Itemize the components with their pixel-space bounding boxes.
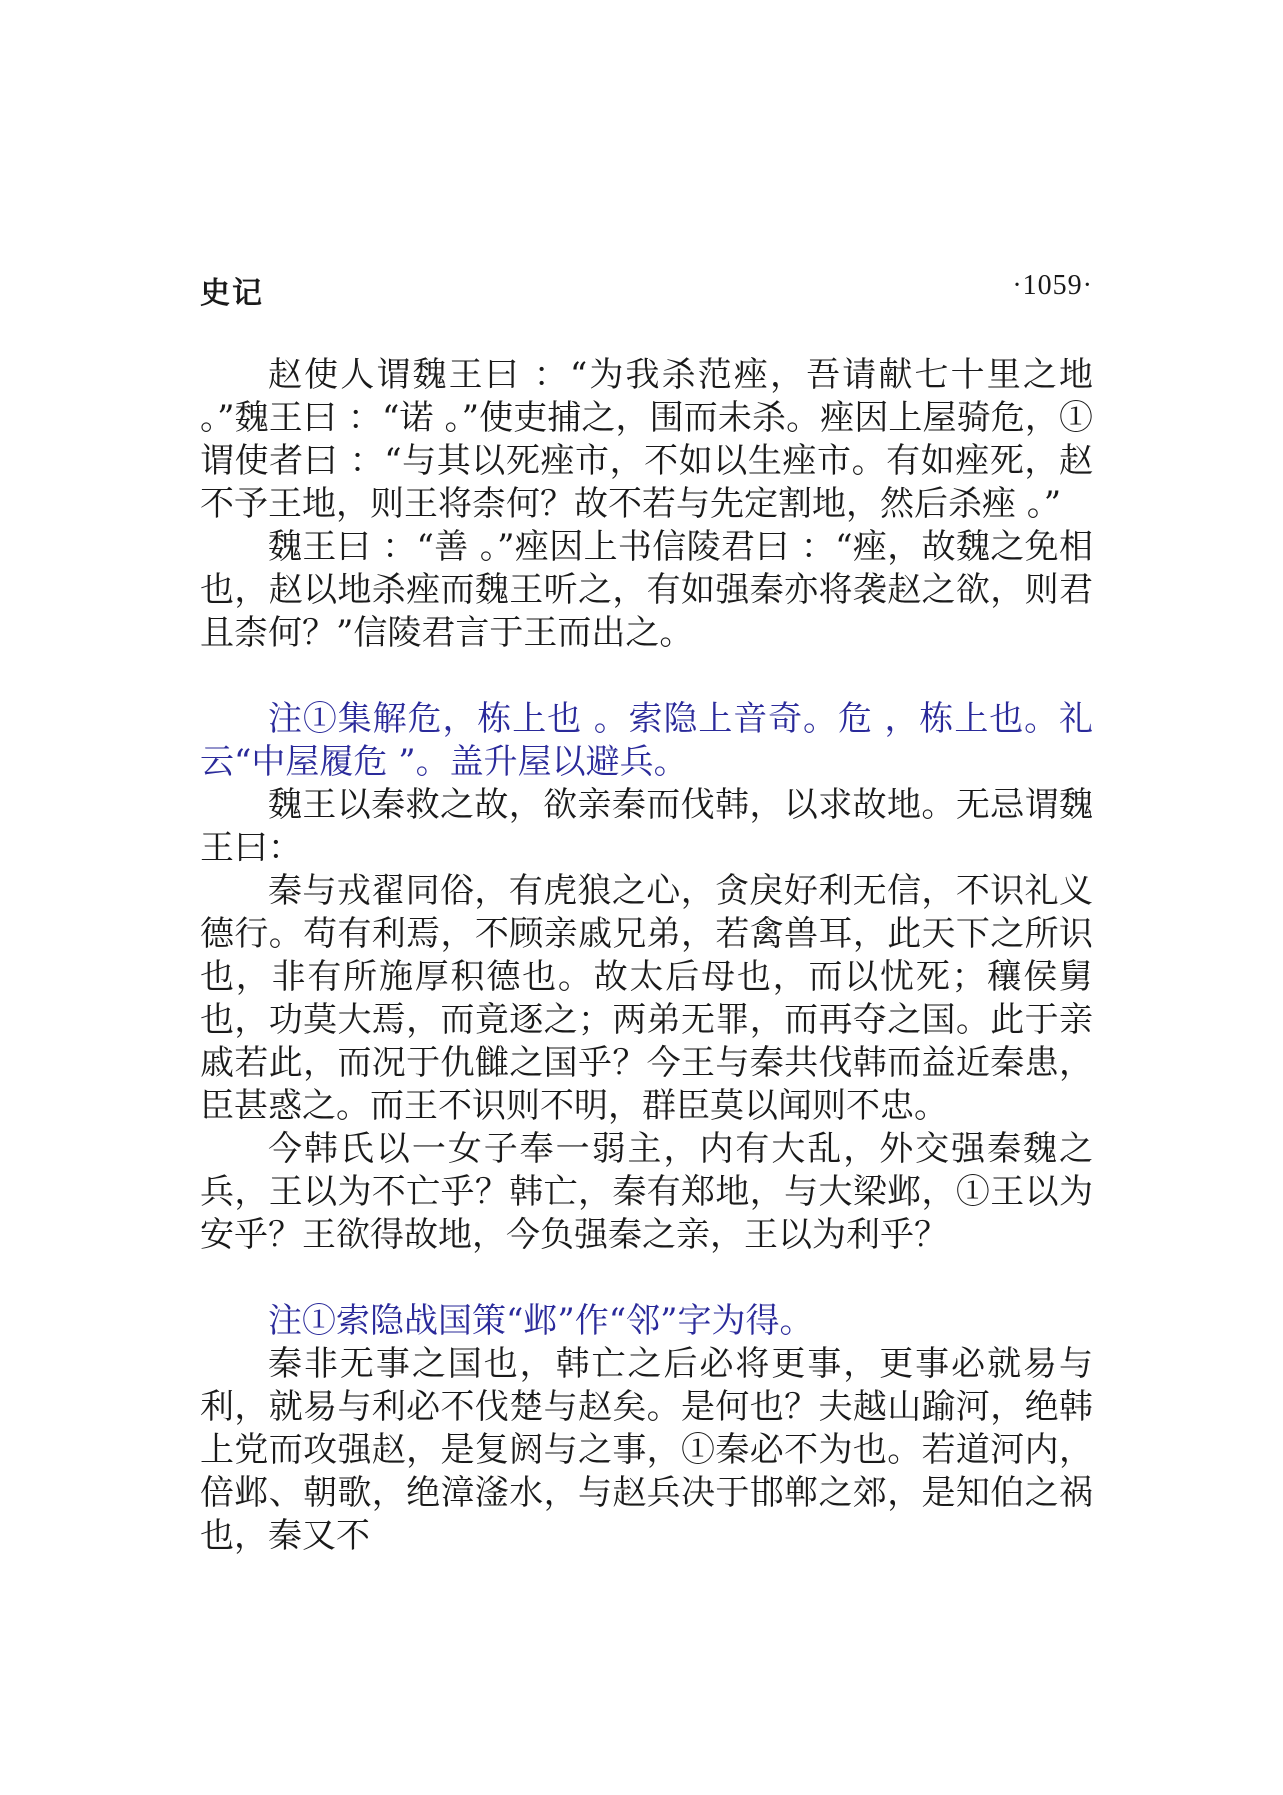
body-text [200, 354, 1093, 1558]
section-gap [200, 1257, 1093, 1300]
annotation-note-2: 注①索隐战国策“邺”作“邻”字为得。 [268, 1301, 814, 1341]
running-head-title: 史记 [200, 276, 264, 311]
paragraph-5: 今韩氏以一女子奉一弱主，内有大乱，外交强秦魏之兵，王以为不亡乎？韩亡，秦有郑地，与大梁邺，①王以为安乎？王欲得故地，今负强秦之亲，王以为利乎？ [200, 1129, 1093, 1255]
paragraph-1: 赵使人谓魏王曰 ：“为我杀范痤，吾请献七十里之地 。”魏王曰 ：“诺 。”使吏捕之，围而未杀。痤因上屋骑危，①谓使者曰 ：“与其以死痤市，不如以生痤市。有如痤死，赵不予王地，则王将柰何？故不若与先定割地，然后杀痤 。” [200, 355, 1093, 524]
page-number: ·1059· [1012, 270, 1093, 301]
paragraph-2: 魏王曰 ：“善 。”痤因上书信陵君曰 ：“痤，故魏之免相也，赵以地杀痤而魏王听之，有如强秦亦将袭赵之欲，则君且柰何？”信陵君言于王而出之。 [200, 527, 1093, 653]
paragraph-4: 秦与戎翟同俗，有虎狼之心，贪戾好利无信，不识礼义德行。苟有利焉，不顾亲戚兄弟，若禽兽耳，此天下之所识也，非有所施厚积德也。故太后母也，而以忧死；穰侯舅也，功莫大焉，而竟逐之；两弟无罪，而再夺之国。此于亲戚若此，而况于仇雠之国乎？今王与秦共伐韩而益近秦患，臣甚惑之。而王不识则不明，群臣莫以闻则不忠。 [200, 871, 1093, 1126]
paragraph-3: 魏王以秦救之故，欲亲秦而伐韩，以求故地。无忌谓魏王曰： [200, 785, 1093, 868]
annotation-note-1: 注①集解危，栋上也 。索隐上音奇。危 ，栋上也。礼云“中屋履危 ”。盖升屋以避兵。 [200, 699, 1093, 782]
paragraph-6: 秦非无事之国也，韩亡之后必将更事，更事必就易与利，就易与利必不伐楚与赵矣。是何也？夫越山踰河，绝韩上党而攻强赵，是复阏与之事，①秦必不为也。若道河内，倍邺、朝歌，绝漳滏水，与赵兵决于邯郸之郊，是知伯之祸也，秦又不 [200, 1344, 1093, 1556]
section-gap [200, 655, 1093, 698]
